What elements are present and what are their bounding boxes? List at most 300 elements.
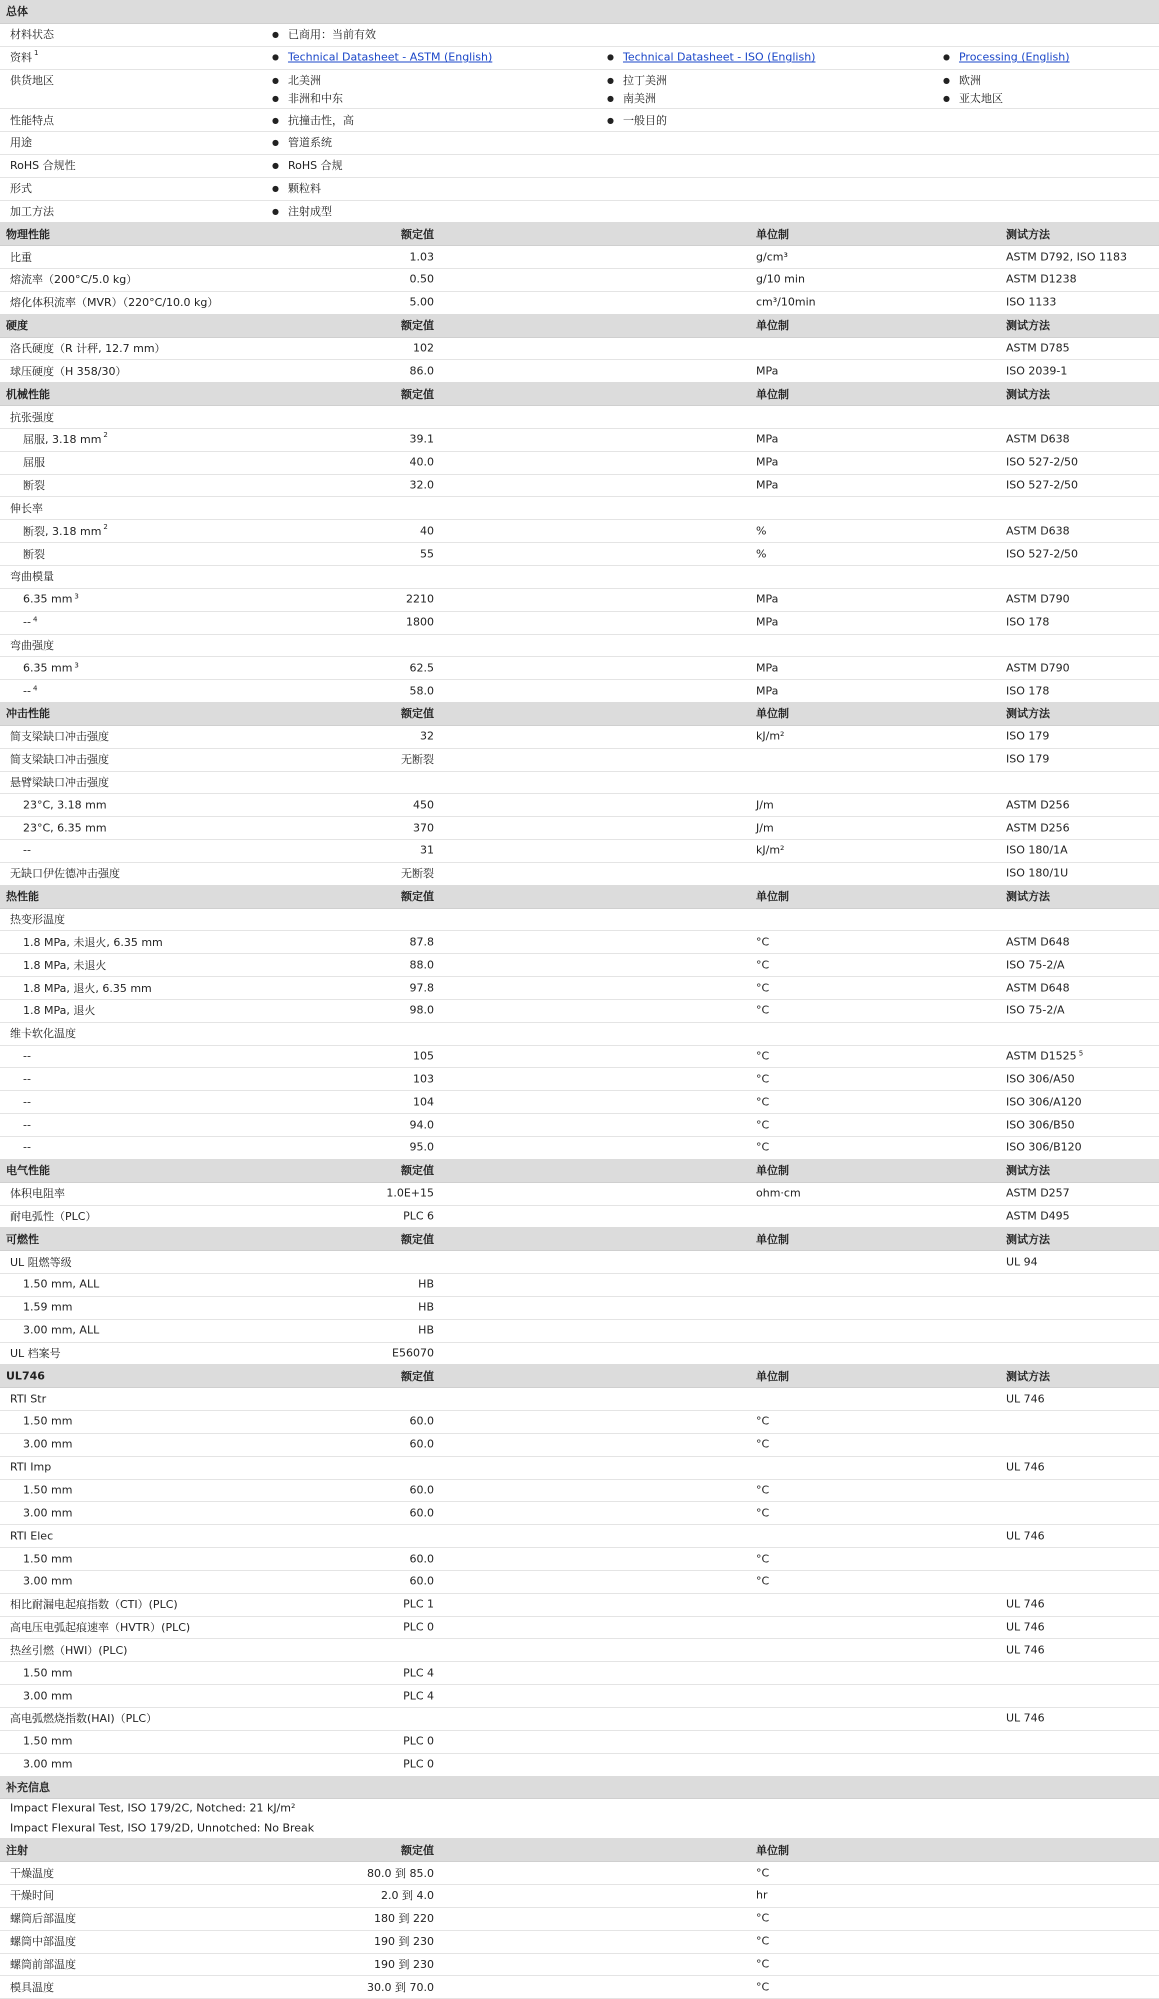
property-label: -- — [23, 1049, 31, 1063]
property-row — [0, 268, 1159, 292]
test-method: ASTM D1525 $^5$ — [1006, 1049, 1084, 1063]
property-row — [0, 1022, 1159, 1046]
test-method-header: 测试方法 — [1006, 1232, 1050, 1246]
nominal-value: 62.5 — [409, 661, 434, 675]
unit-header: 单位制 — [756, 1164, 789, 1178]
general-row — [0, 46, 1159, 70]
property-row — [0, 1113, 1159, 1137]
test-method: UL 746 — [1006, 1597, 1045, 1611]
property-label: -- $^4$ — [23, 615, 38, 629]
supplemental-line — [0, 1798, 1159, 1818]
property-label: 高电弧燃烧指数(HAI)（PLC） — [10, 1712, 158, 1726]
nominal-value: 86.0 — [409, 364, 434, 378]
row-label: 加工方法 — [10, 204, 54, 218]
property-row — [0, 1930, 1159, 1954]
unit-value: kJ/m² — [756, 843, 785, 857]
property-row — [0, 1319, 1159, 1343]
unit-value: °C — [756, 1506, 770, 1520]
nominal-value: 180 到 220 — [374, 1912, 434, 1926]
section-header — [0, 1159, 1159, 1183]
property-row — [0, 1090, 1159, 1114]
property-label: 热丝引燃（HWI）(PLC) — [10, 1643, 128, 1657]
footnote-ref: 2 — [103, 522, 108, 531]
unit-value: MPa — [756, 661, 779, 675]
unit-value: °C — [756, 1980, 770, 1994]
test-method-header: 测试方法 — [1006, 1369, 1050, 1383]
nominal-value: 370 — [413, 821, 434, 835]
property-label: 1.8 MPa, 退火 — [23, 1004, 96, 1018]
test-method: ASTM D790 — [1006, 661, 1070, 675]
nominal-header: 额定值 — [401, 319, 434, 333]
nominal-header: 额定值 — [401, 1232, 434, 1246]
property-label: 屈服 — [23, 456, 45, 470]
test-method: ISO 306/A120 — [1006, 1095, 1082, 1109]
row-label: 资料 $^1$ — [10, 49, 39, 65]
test-method: ISO 2039-1 — [1006, 364, 1068, 378]
test-method-header: 测试方法 — [1006, 890, 1050, 904]
property-label: 1.50 mm — [23, 1552, 73, 1566]
nominal-value: 60.0 — [409, 1414, 434, 1428]
nominal-value: HB — [418, 1323, 434, 1337]
unit-value: °C — [756, 1437, 770, 1451]
section-title: 物理性能 — [6, 227, 50, 241]
nominal-value: 103 — [413, 1072, 434, 1086]
property-row — [0, 1182, 1159, 1206]
property-label: 体积电阻率 — [10, 1187, 65, 1201]
property-row — [0, 245, 1159, 269]
property-label: 热变形温度 — [10, 913, 65, 926]
property-label: 干燥温度 — [10, 1866, 54, 1880]
unit-value: °C — [756, 1574, 770, 1588]
region-item: ● 欧洲 — [943, 72, 981, 88]
nominal-value: PLC 1 — [403, 1597, 434, 1611]
test-method: ISO 178 — [1006, 615, 1050, 629]
property-label: -- — [23, 1072, 31, 1086]
property-label: 模具温度 — [10, 1980, 54, 1994]
nominal-value: 58.0 — [409, 684, 434, 698]
property-row — [0, 1387, 1159, 1411]
property-label: RTI Elec — [10, 1529, 54, 1543]
property-label: 1.50 mm — [23, 1414, 73, 1428]
property-row — [0, 1456, 1159, 1480]
unit-value: °C — [756, 935, 770, 949]
nominal-value: PLC 0 — [403, 1757, 434, 1771]
test-method: ISO 179 — [1006, 729, 1050, 743]
property-label: 弯曲强度 — [10, 638, 54, 652]
test-method: ISO 527-2/50 — [1006, 478, 1079, 492]
property-row — [0, 793, 1159, 817]
nominal-value: 0.50 — [409, 272, 434, 286]
unit-value: MPa — [756, 684, 779, 698]
datasheet-link-item — [943, 51, 1070, 64]
nominal-value: 97.8 — [409, 981, 434, 995]
unit-value: °C — [756, 1095, 770, 1109]
property-row — [0, 908, 1159, 932]
property-label: 断裂 — [23, 479, 45, 493]
unit-value: MPa — [756, 455, 779, 469]
test-method: ASTM D638 — [1006, 432, 1070, 446]
section-title: 冲击性能 — [6, 707, 50, 721]
property-label: -- — [23, 1118, 31, 1132]
section-header — [0, 314, 1159, 338]
property-label: 洛氏硬度（R 计秤, 12.7 mm） — [10, 342, 166, 355]
unit-value: °C — [756, 958, 770, 972]
test-method: ISO 1133 — [1006, 295, 1057, 309]
unit-header: 单位制 — [756, 387, 789, 401]
property-label: 23°C, 6.35 mm — [23, 821, 107, 835]
property-label: 简支梁缺口冲击强度 — [10, 753, 109, 767]
property-label: UL 阻燃等级 — [10, 1255, 72, 1269]
nominal-value: 31 — [420, 843, 434, 857]
nominal-value: 无断裂 — [401, 753, 434, 767]
test-method: ASTM D648 — [1006, 935, 1070, 949]
property-row — [0, 1045, 1159, 1069]
unit-value: °C — [756, 1003, 770, 1017]
property-row — [0, 634, 1159, 658]
property-row — [0, 1501, 1159, 1525]
property-label: 螺筒中部温度 — [10, 1935, 76, 1949]
datasheet-link[interactable]: Technical Datasheet - ASTM (English) — [287, 50, 493, 64]
nominal-value: 无断裂 — [401, 867, 434, 881]
property-label: 1.50 mm — [23, 1483, 73, 1497]
test-method-header: 测试方法 — [1006, 319, 1050, 333]
test-method: ISO 178 — [1006, 684, 1050, 698]
unit-header: 单位制 — [756, 319, 789, 333]
test-method: ISO 75-2/A — [1006, 958, 1065, 972]
property-label: 1.8 MPa, 未退火 — [23, 958, 107, 972]
property-label: 1.50 mm — [23, 1666, 73, 1680]
unit-header: 单位制 — [756, 1369, 789, 1383]
section-title: UL746 — [6, 1369, 45, 1383]
property-label: 3.00 mm — [23, 1574, 73, 1588]
property-label: UL 档案号 — [10, 1346, 61, 1360]
property-row — [0, 1273, 1159, 1297]
nominal-header: 额定值 — [401, 1843, 434, 1857]
nominal-value: 60.0 — [409, 1552, 434, 1566]
test-method: ASTM D495 — [1006, 1209, 1070, 1223]
property-label: 3.00 mm — [23, 1506, 73, 1520]
property-row — [0, 1479, 1159, 1503]
property-row — [0, 337, 1159, 361]
property-row — [0, 1524, 1159, 1548]
general-row — [0, 131, 1159, 155]
test-method: ISO 306/A50 — [1006, 1072, 1075, 1086]
nominal-value: 102 — [413, 341, 434, 355]
section-header-injection — [0, 1838, 1159, 1862]
property-row — [0, 862, 1159, 886]
property-label: 1.50 mm, ALL — [23, 1277, 100, 1291]
footnote-ref: 2 — [103, 431, 108, 440]
property-row — [0, 656, 1159, 680]
unit-value: °C — [756, 1072, 770, 1086]
property-row — [0, 474, 1159, 498]
section-header — [0, 885, 1159, 909]
test-method: ISO 306/B120 — [1006, 1140, 1082, 1154]
property-row — [0, 1707, 1159, 1731]
nominal-value: 190 到 230 — [374, 1935, 434, 1949]
general-row — [0, 69, 1159, 110]
property-row — [0, 976, 1159, 1000]
unit-value: °C — [756, 1118, 770, 1132]
property-label: 无缺口伊佐德冲击强度 — [10, 867, 120, 881]
unit-value: cm³/10min — [756, 295, 816, 309]
supplemental-line — [0, 1818, 1159, 1838]
unit-value: °C — [756, 1911, 770, 1925]
nominal-value: 95.0 — [409, 1140, 434, 1154]
property-row — [0, 1433, 1159, 1457]
property-label: 熔化体积流率（MVR）（220°C/10.0 kg） — [10, 296, 219, 310]
test-method: ISO 306/B50 — [1006, 1118, 1075, 1132]
property-row — [0, 1953, 1159, 1977]
unit-value: MPa — [756, 478, 779, 492]
datasheet-link[interactable]: Technical Datasheet - ISO (English) — [622, 50, 816, 64]
property-label: 比重 — [10, 250, 32, 264]
property-label: -- — [23, 843, 31, 857]
feature-item: ● 管道系统 — [272, 134, 332, 150]
test-method: UL 746 — [1006, 1643, 1045, 1657]
section-title: 可燃性 — [6, 1232, 39, 1246]
property-row — [0, 1975, 1159, 1999]
nominal-value: PLC 4 — [403, 1666, 434, 1680]
test-method-header: 测试方法 — [1006, 707, 1050, 721]
nominal-value: 1.03 — [409, 250, 434, 264]
unit-value: % — [756, 547, 767, 561]
test-method: UL 746 — [1006, 1529, 1045, 1543]
property-label: 熔流率（200°C/5.0 kg） — [10, 273, 138, 287]
section-header — [0, 702, 1159, 726]
unit-header: 单位制 — [756, 1843, 789, 1857]
test-method: ASTM D792, ISO 1183 — [1006, 250, 1128, 264]
nominal-header: 额定值 — [401, 1164, 434, 1178]
feature-item: ● 已商用：当前有效 — [272, 26, 376, 42]
nominal-value: 60.0 — [409, 1506, 434, 1520]
nominal-value: E56070 — [392, 1346, 434, 1360]
unit-value: MPa — [756, 364, 779, 378]
general-row — [0, 108, 1159, 132]
test-method: UL 746 — [1006, 1392, 1045, 1406]
property-label: 相比耐漏电起痕指数（CTI）(PLC) — [10, 1598, 178, 1612]
property-label: 断裂 — [23, 547, 45, 561]
property-label: 干燥时间 — [10, 1889, 54, 1903]
property-label: RTI Str — [10, 1392, 47, 1406]
unit-header: 单位制 — [756, 227, 789, 241]
property-row — [0, 1067, 1159, 1091]
property-label: 3.00 mm — [23, 1757, 73, 1771]
nominal-value: PLC 4 — [403, 1689, 434, 1703]
property-label: 弯曲模量 — [10, 570, 54, 584]
property-label: 6.35 mm $^3$ — [23, 661, 79, 675]
property-row — [0, 1296, 1159, 1320]
datasheet-link-item — [272, 51, 492, 64]
test-method-header: 测试方法 — [1006, 1164, 1050, 1178]
property-row — [0, 1907, 1159, 1931]
property-label: -- — [23, 1140, 31, 1154]
row-label: 性能特点 — [10, 113, 54, 127]
property-row — [0, 428, 1159, 452]
nominal-value: 30.0 到 70.0 — [367, 1980, 434, 1994]
property-row — [0, 1616, 1159, 1640]
nominal-value: 39.1 — [409, 432, 434, 446]
footnote-ref: 3 — [74, 661, 79, 670]
property-label: 耐电弧性（PLC） — [10, 1209, 97, 1223]
unit-header: 单位制 — [756, 707, 789, 721]
nominal-value: 55 — [420, 547, 434, 561]
nominal-value: 88.0 — [409, 958, 434, 972]
property-label: 1.8 MPa, 未退火, 6.35 mm — [23, 935, 163, 949]
test-method: UL 746 — [1006, 1711, 1045, 1725]
test-method: UL 746 — [1006, 1460, 1045, 1474]
nominal-value: 104 — [413, 1095, 434, 1109]
nominal-value: 87.8 — [409, 935, 434, 949]
test-method: ASTM D648 — [1006, 981, 1070, 995]
footnote-ref: 4 — [32, 615, 38, 624]
footnote-ref: 1 — [34, 49, 39, 58]
test-method: ASTM D257 — [1006, 1186, 1070, 1200]
nominal-value: 60.0 — [409, 1574, 434, 1588]
section-title: 总体 — [6, 5, 28, 19]
property-row — [0, 816, 1159, 840]
nominal-value: PLC 0 — [403, 1620, 434, 1634]
property-label: 悬臂梁缺口冲击强度 — [10, 775, 109, 789]
property-label: 球压硬度（H 358/30） — [10, 364, 127, 378]
property-row — [0, 1684, 1159, 1708]
nominal-value: 450 — [413, 798, 434, 812]
footnote-ref: 4 — [32, 684, 38, 693]
property-row — [0, 1730, 1159, 1754]
property-row — [0, 405, 1159, 429]
general-row — [0, 154, 1159, 178]
property-row — [0, 496, 1159, 520]
nominal-value: 190 到 230 — [374, 1957, 434, 1971]
test-method: ASTM D790 — [1006, 592, 1070, 606]
nominal-value: 98.0 — [409, 1003, 434, 1017]
unit-value: MPa — [756, 592, 779, 606]
test-method: ISO 180/1U — [1006, 866, 1069, 880]
nominal-value: 5.00 — [409, 295, 434, 309]
section-title: 补充信息 — [6, 1780, 50, 1794]
property-label: -- $^4$ — [23, 684, 38, 698]
general-row — [0, 23, 1159, 47]
feature-item: ● 颗粒料 — [272, 180, 321, 196]
unit-value: ohm·cm — [756, 1186, 801, 1200]
property-row — [0, 999, 1159, 1023]
general-row — [0, 177, 1159, 201]
property-row — [0, 611, 1159, 635]
property-row — [0, 1884, 1159, 1908]
nominal-header: 额定值 — [401, 890, 434, 904]
property-label: 1.59 mm — [23, 1300, 73, 1314]
unit-value: hr — [756, 1888, 768, 1902]
nominal-value: 1.0E+15 — [386, 1186, 434, 1200]
property-row — [0, 451, 1159, 475]
property-row — [0, 588, 1159, 612]
nominal-value: 60.0 — [409, 1437, 434, 1451]
datasheet-link[interactable]: Processing (English) — [958, 50, 1070, 64]
nominal-value: 2210 — [406, 592, 434, 606]
nominal-header: 额定值 — [401, 387, 434, 401]
test-method-header: 测试方法 — [1006, 387, 1050, 401]
nominal-value: 40 — [420, 524, 434, 538]
property-label: 3.00 mm, ALL — [23, 1323, 100, 1337]
property-row — [0, 1250, 1159, 1274]
nominal-value: 32 — [420, 729, 434, 743]
region-item: ● 拉丁美洲 — [607, 72, 667, 88]
row-label: 材料状态 — [10, 28, 54, 42]
row-label: 用途 — [10, 136, 32, 150]
unit-value: °C — [756, 1552, 770, 1566]
property-row — [0, 1661, 1159, 1685]
property-label: RTI Imp — [10, 1460, 52, 1474]
property-row — [0, 725, 1159, 749]
property-label: -- — [23, 1095, 31, 1109]
unit-value: kJ/m² — [756, 729, 785, 743]
unit-header: 单位制 — [756, 1232, 789, 1246]
unit-value: J/m — [756, 798, 774, 812]
property-row — [0, 1342, 1159, 1366]
nominal-value: HB — [418, 1300, 434, 1314]
test-method: ISO 527-2/50 — [1006, 455, 1079, 469]
nominal-value: 1800 — [406, 615, 434, 629]
test-method: ISO 180/1A — [1006, 843, 1068, 857]
unit-value: °C — [756, 1049, 770, 1063]
test-method: ASTM D256 — [1006, 798, 1070, 812]
property-label: 1.50 mm — [23, 1734, 73, 1748]
nominal-header: 额定值 — [401, 227, 434, 241]
nominal-value: 32.0 — [409, 478, 434, 492]
test-method: ISO 179 — [1006, 752, 1050, 766]
unit-value: g/10 min — [756, 272, 805, 286]
property-label: 简支梁缺口冲击强度 — [10, 730, 109, 744]
row-label: RoHS 合规性 — [10, 159, 76, 173]
region-item: ● 北美洲 — [272, 72, 321, 88]
section-title: 硬度 — [6, 319, 28, 333]
unit-value: °C — [756, 1414, 770, 1428]
test-method-header: 测试方法 — [1006, 227, 1050, 241]
test-method: UL 746 — [1006, 1620, 1045, 1634]
unit-value: °C — [756, 1957, 770, 1971]
property-row — [0, 679, 1159, 703]
property-row — [0, 359, 1159, 383]
property-row — [0, 748, 1159, 772]
unit-header: 单位制 — [756, 890, 789, 904]
property-label: 6.35 mm $^3$ — [23, 592, 79, 606]
property-row — [0, 542, 1159, 566]
region-item: ● 非洲和中东 — [272, 90, 343, 106]
property-row — [0, 1136, 1159, 1160]
feature-item: ● 一般目的 — [607, 112, 667, 128]
section-header — [0, 1227, 1159, 1251]
section-header — [0, 1364, 1159, 1388]
section-title: 热性能 — [6, 890, 39, 904]
section-header-supplemental — [0, 1776, 1159, 1800]
property-row — [0, 565, 1159, 589]
property-row — [0, 1570, 1159, 1594]
property-label: 螺筒后部温度 — [10, 1912, 76, 1926]
unit-value: °C — [756, 1866, 770, 1880]
property-row — [0, 519, 1159, 543]
property-row — [0, 1861, 1159, 1885]
test-method: ASTM D638 — [1006, 524, 1070, 538]
property-label: 1.8 MPa, 退火, 6.35 mm — [23, 981, 152, 995]
unit-value: °C — [756, 1483, 770, 1497]
region-item: ● 亚太地区 — [943, 90, 1003, 106]
region-item: ● 南美洲 — [607, 90, 656, 106]
row-label: 供货地区 — [10, 73, 54, 87]
nominal-value: 80.0 到 85.0 — [367, 1866, 434, 1880]
footnote-ref: 3 — [74, 592, 79, 601]
property-row — [0, 771, 1159, 795]
property-label: 抗张强度 — [10, 410, 54, 424]
